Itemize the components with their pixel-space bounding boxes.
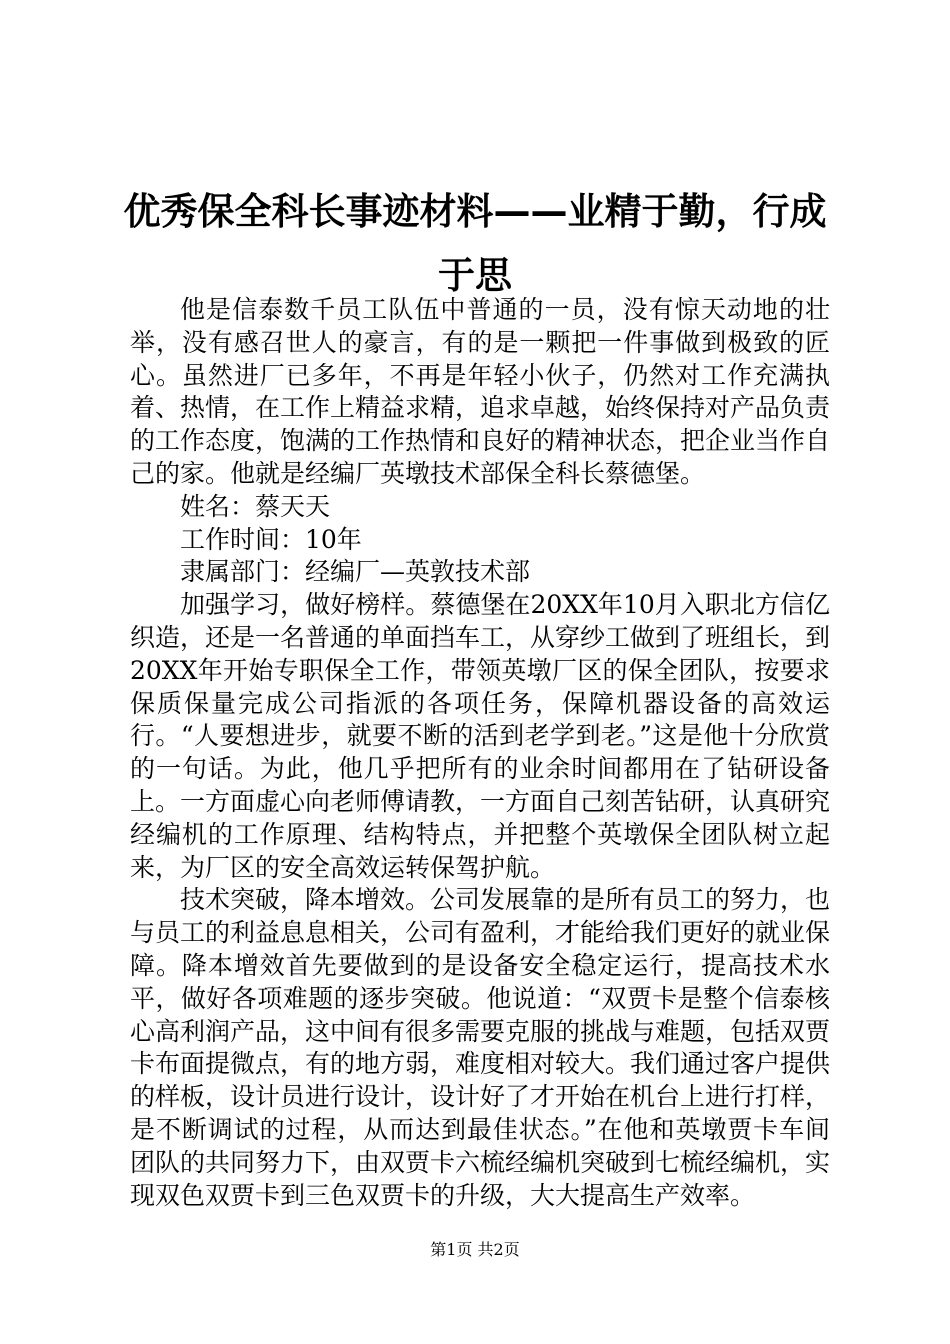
document-body — [130, 294, 830, 1212]
page-footer: 第1页 共2页 — [430, 1240, 520, 1259]
breakthrough-paragraph: 技术突破，降本增效。公司发展靠的是所有员工的努力，也与员工的利益息息相关，公司有盈利，才能给我们更好的就业保障。降本增效首先要做到的是设备安全稳定运行，提高技术水平，做好各项难题的逐步突破。他说道：“双贾卡是整个信泰核心高利润产品，这中间有很多需要克服的挑战与难题，包括双贾卡布面提微点，有的地方弱，难度相对较大。我们通过客户提供的样板，设计员进行设计，设计好了才开始在机台上进行打样，是不断调试的过程，从而达到最佳状态。”在他和英墩贾卡车间团队的共同努力下，由双贾卡六梳经编机突破到七梳经编机，实现双色双贾卡到三色双贾卡的升级，大大提高生产效率。 — [130, 885, 831, 1210]
learning-paragraph: 加强学习，做好榜样。蔡德堡在20XX年10月入职北方信亿织造，还是一名普通的单面挡车工，从穿纱工做到了班组长，到20XX年开始专职保全工作，带领英墩厂区的保全团队，按要求保质保量完成公司指派的各项任务，保障机器设备的高效运行。“人要想进步，就要不断的活到老学到老。”这是他十分欣赏的一句话。为此，他几乎把所有的业余时间都用在了钻研设备上。一方面虚心向老师傅请教，一方面自己刻苦钻研，认真研究经编机的工作原理、结构特点，并把整个英墩保全团队树立起来，为厂区的安全高效运转保驾护航。 — [130, 590, 831, 882]
department-field: 隶属部门：经编厂—英敦技术部 — [180, 557, 531, 587]
document-title: 优秀保全科长事迹材料——业精于勤，行成于思 — [123, 190, 827, 297]
intro-paragraph: 他是信泰数千员工队伍中普通的一员，没有惊天动地的壮举，没有感召世人的豪言，有的是一颗把一件事做到极致的匠心。虽然进厂已多年，不再是年轻小伙子，仍然对工作充满执着、热情，在工作上精益求精，追求卓越，始终保持对产品负责的工作态度，饱满的工作热情和良好的精神状态，把企业当作自己的家。他就是经编厂英墩技术部保全科长蔡德堡。 — [130, 295, 831, 488]
work-time-field: 工作时间：10年 — [180, 524, 362, 554]
name-field: 姓名：蔡天天 — [180, 491, 331, 521]
